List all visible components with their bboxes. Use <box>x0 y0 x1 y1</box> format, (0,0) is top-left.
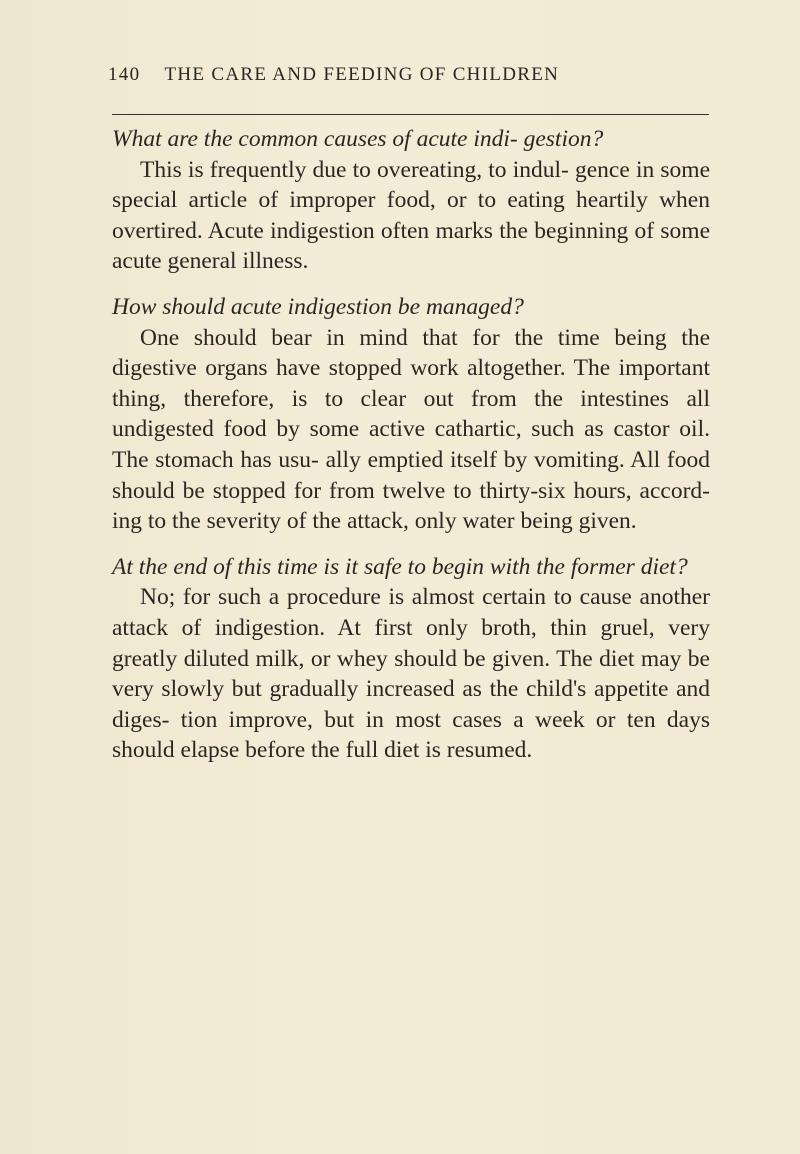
qa-section <box>112 124 710 277</box>
question-text: What are the common causes of acute indi- gestion? <box>112 126 604 152</box>
page-number: 140 <box>108 64 141 85</box>
question-text: At the end of this time is it safe to begin with the former diet? <box>112 553 688 580</box>
running-head <box>108 60 708 90</box>
answer-text: No; for such a procedure is almost certain to cause another attack of indigestion. At first only broth, thin gruel, very greatly diluted milk, or whey should be given. The diet may be very slowly but gradually increased as the child's appetite and diges- tion improve, but in most cases a week or ten days should elapse before the full diet is resumed. <box>112 584 710 764</box>
header-rule <box>112 114 709 115</box>
running-title: THE CARE AND FEEDING OF CHILDREN <box>164 64 560 85</box>
answer-text: This is frequently due to overeating, to indul- gence in some special article of improper food, or to eating heartily when overtired. Acute indigestion often marks the beginning of some acute general illness. <box>112 156 710 275</box>
qa-section <box>112 552 710 766</box>
answer-text: One should bear in mind that for the time being the digestive organs have stopped work altogether. The important thing, therefore, is to clear out from the intestines all undigested food by some active cathartic, such as castor oil. The stomach has usu- ally emptied itself by vomiting. All food should be stopped for from twelve to thirty-six hours, accord- ing to the severity of the attack, only water being given. <box>112 324 710 535</box>
page-body <box>112 124 710 781</box>
qa-section <box>112 292 710 537</box>
question-text: How should acute indigestion be managed? <box>112 293 524 320</box>
